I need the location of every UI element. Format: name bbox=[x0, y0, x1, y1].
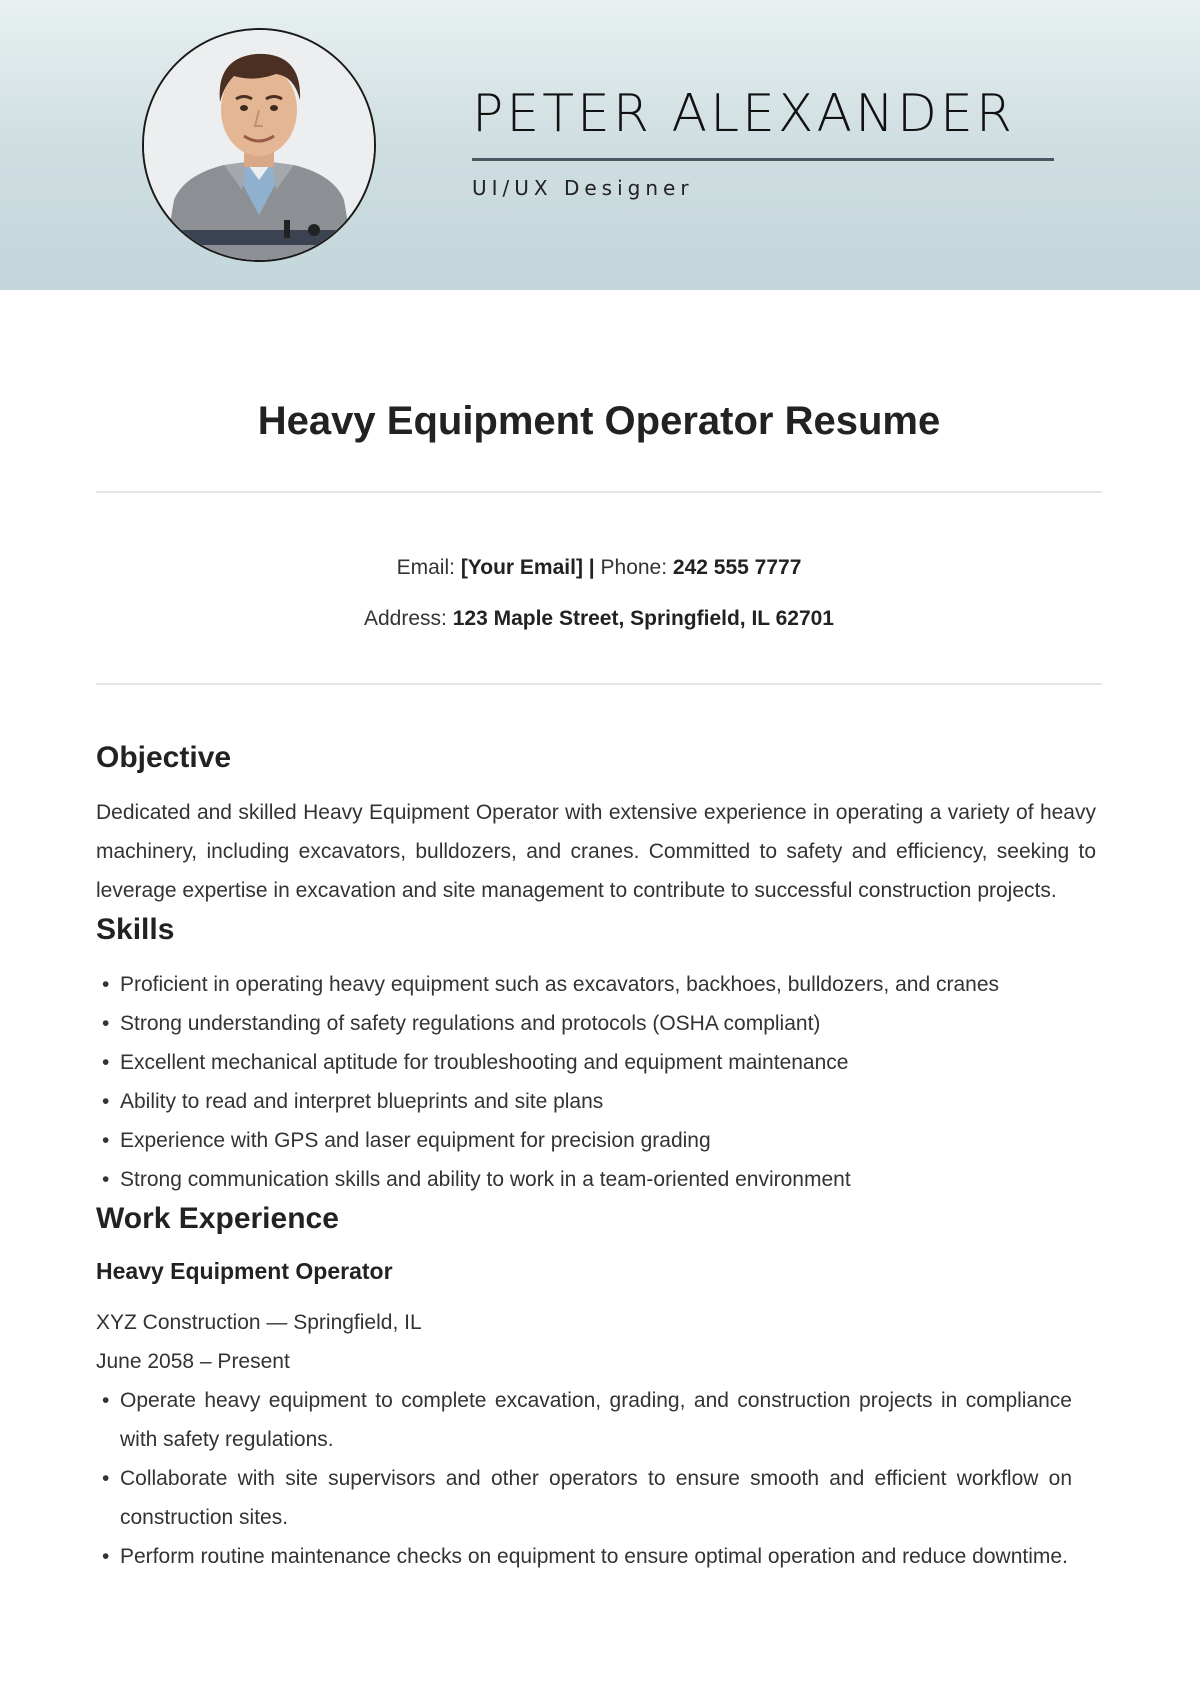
document-title: Heavy Equipment Operator Resume bbox=[257, 399, 941, 443]
job-dates: June 2058 – Present bbox=[96, 1350, 290, 1373]
person-portrait-icon bbox=[144, 30, 374, 260]
responsibility-item: • Operate heavy equipment to complete excavation, grading, and construction projects in compliance with safety regulations. bbox=[96, 1381, 1072, 1459]
resume-body bbox=[96, 290, 1102, 1576]
job-title: Heavy Equipment Operator bbox=[96, 1258, 393, 1284]
skill-item: • Strong understanding of safety regulations and protocols (OSHA compliant) bbox=[96, 1004, 1072, 1043]
skills-list bbox=[96, 965, 1072, 1199]
divider bbox=[96, 683, 1102, 685]
email-label: Email: bbox=[396, 556, 455, 579]
candidate-role: UI/UX Designer bbox=[472, 176, 694, 200]
job-company: XYZ Construction — Springfield, IL bbox=[96, 1311, 422, 1334]
objective-heading: Objective bbox=[96, 741, 232, 774]
address-value: 123 Maple Street, Springfield, IL 62701 bbox=[452, 607, 834, 630]
responsibility-item: • Collaborate with site supervisors and other operators to ensure smooth and efficient workflow on construction sites. bbox=[96, 1459, 1072, 1537]
email-value: [Your Email] bbox=[460, 556, 583, 579]
name-underline bbox=[472, 158, 1054, 161]
resume-header bbox=[0, 0, 1200, 290]
responsibility-item: • Perform routine maintenance checks on equipment to ensure optimal operation and reduce downtime. bbox=[96, 1537, 1072, 1576]
skill-item: • Ability to read and interpret blueprints and site plans bbox=[96, 1082, 1072, 1121]
phone-label: Phone: bbox=[600, 556, 668, 579]
skill-item: • Strong communication skills and ability to work in a team-oriented environment bbox=[96, 1160, 1072, 1199]
contact-line-1 bbox=[96, 553, 1102, 583]
contact-line-2 bbox=[96, 604, 1102, 634]
candidate-name: PETER ALEXANDER bbox=[472, 84, 1016, 144]
address-label: Address: bbox=[364, 607, 447, 630]
skill-item: • Excellent mechanical aptitude for troubleshooting and equipment maintenance bbox=[96, 1043, 1072, 1082]
work-experience-heading: Work Experience bbox=[96, 1202, 339, 1235]
job-responsibilities bbox=[96, 1381, 1072, 1576]
profile-photo bbox=[142, 28, 376, 262]
divider bbox=[96, 491, 1102, 493]
skill-item: • Proficient in operating heavy equipment such as excavators, backhoes, bulldozers, and cranes bbox=[96, 965, 1072, 1004]
phone-value: 242 555 7777 bbox=[672, 556, 802, 579]
contact-separator: | bbox=[588, 556, 595, 579]
objective-text: Dedicated and skilled Heavy Equipment Operator with extensive experience in operating a variety of heavy machinery, including excavators, bulldozers, and cranes. Committed to safety and efficiency, seeking to leverage expertise in excavation and site management to contribute to successful construction projects. bbox=[96, 801, 1096, 902]
skills-heading: Skills bbox=[96, 913, 175, 946]
skill-item: • Experience with GPS and laser equipment for precision grading bbox=[96, 1121, 1072, 1160]
